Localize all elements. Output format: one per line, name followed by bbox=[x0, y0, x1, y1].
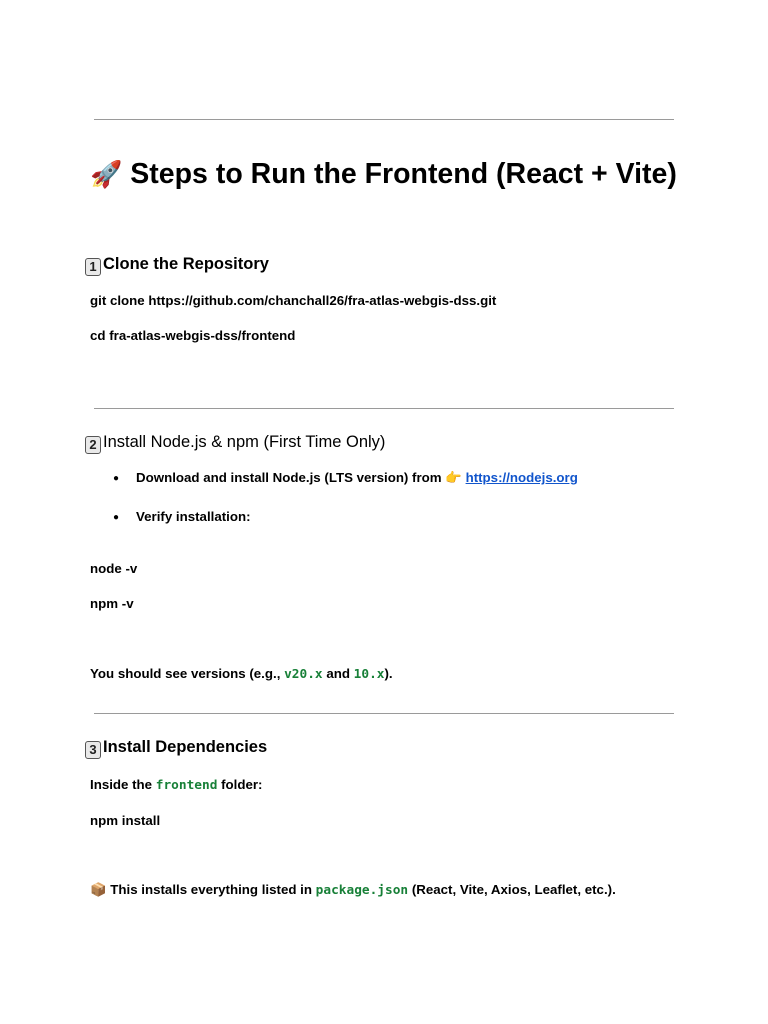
keycap-1-icon: 1 bbox=[85, 258, 101, 276]
step-2-heading bbox=[85, 433, 385, 454]
package-icon: 📦 bbox=[90, 883, 107, 898]
keycap-2-icon: 2 bbox=[85, 436, 101, 454]
page-title-text: Steps to Run the Frontend (React + Vite) bbox=[130, 158, 677, 190]
bullet-download-text: Download and install Node.js (LTS version) from bbox=[136, 470, 442, 485]
command-npm-install: npm install bbox=[90, 813, 161, 828]
code-package-json: package.json bbox=[315, 883, 409, 898]
intro-prefix: Inside the bbox=[90, 777, 156, 792]
command-node-version: node -v bbox=[90, 561, 138, 576]
command-git-clone: git clone https://github.com/chanchall26/fra-atlas-webgis-dss.git bbox=[90, 293, 497, 308]
pointing-hand-icon: 👉 bbox=[445, 471, 462, 486]
versions-note bbox=[90, 666, 393, 682]
step-2-title: Install Node.js & npm (First Time Only) bbox=[103, 433, 386, 451]
intro-suffix: folder: bbox=[217, 777, 263, 792]
bullet-verify-install: Verify installation: bbox=[136, 509, 251, 524]
divider-top bbox=[94, 119, 674, 120]
step-1-title: Clone the Repository bbox=[103, 255, 269, 273]
step-3-heading bbox=[85, 738, 267, 759]
command-npm-version: npm -v bbox=[90, 596, 134, 611]
install-note bbox=[90, 882, 616, 898]
divider-2 bbox=[94, 713, 674, 714]
frontend-folder-intro bbox=[90, 777, 262, 793]
bullet-dot: ● bbox=[113, 473, 120, 484]
install-note-prefix: This installs everything listed in bbox=[106, 882, 316, 897]
keycap-3-icon: 3 bbox=[85, 741, 101, 759]
code-npm-version: 10.x bbox=[353, 667, 385, 682]
versions-note-mid: and bbox=[322, 666, 354, 681]
bullet-dot: ● bbox=[113, 512, 120, 523]
divider-1 bbox=[94, 408, 674, 409]
nodejs-link[interactable]: https://nodejs.org bbox=[465, 470, 578, 485]
rocket-icon: 🚀 bbox=[90, 160, 123, 190]
bullet-download-node bbox=[136, 470, 578, 486]
code-node-version: v20.x bbox=[284, 667, 323, 682]
versions-note-prefix: You should see versions (e.g., bbox=[90, 666, 285, 681]
code-frontend: frontend bbox=[155, 778, 218, 793]
page-title bbox=[90, 154, 690, 195]
versions-note-suffix: ). bbox=[384, 666, 393, 681]
step-3-title: Install Dependencies bbox=[103, 738, 268, 756]
install-note-suffix: (React, Vite, Axios, Leaflet, etc.). bbox=[408, 882, 616, 897]
command-cd: cd fra-atlas-webgis-dss/frontend bbox=[90, 328, 296, 343]
step-1-heading bbox=[85, 255, 269, 276]
